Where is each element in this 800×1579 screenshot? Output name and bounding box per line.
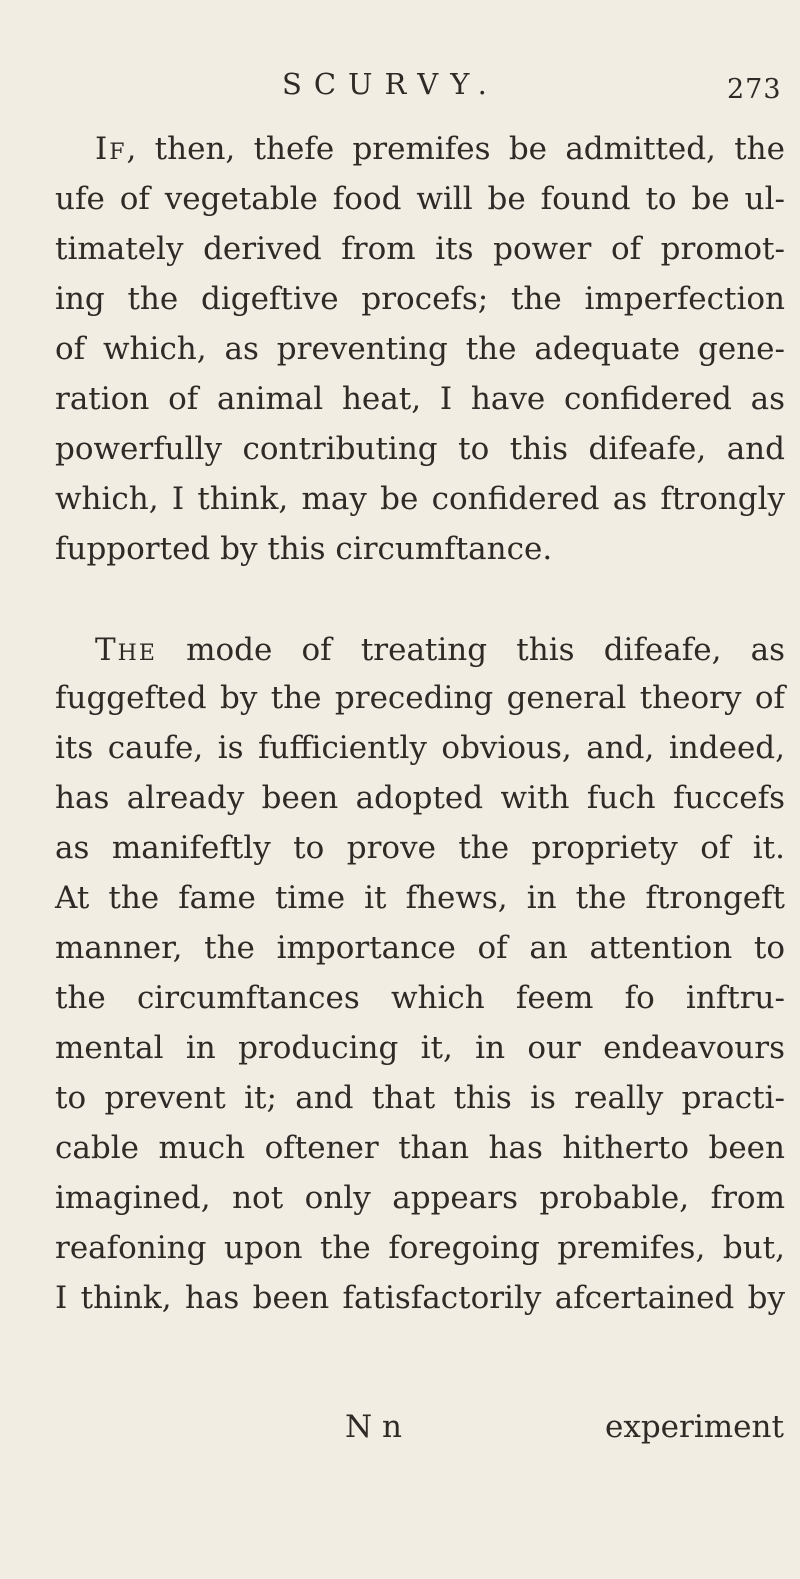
text-line: ufe of vegetable food will be found to be ul- <box>55 181 785 217</box>
text-line: the circumftances which feem fo inftru- <box>55 980 785 1016</box>
text-line: to prevent it; and that this is really practi- <box>55 1080 785 1116</box>
paragraph-1-first-word: If <box>95 131 127 167</box>
text-line: imagined, not only appears probable, from <box>55 1180 785 1216</box>
text-line: ing the digeftive procefs; the imperfection <box>55 281 785 317</box>
paragraph-1-line-1 <box>95 131 785 167</box>
paragraph-2-first-word: The <box>95 632 157 668</box>
running-title: SCURVY. <box>282 67 499 101</box>
text-line: its caufe, is fufficiently obvious, and, indeed, <box>55 730 785 766</box>
text-line: of which, as preventing the adequate gene- <box>55 331 785 367</box>
text-line: cable much oftener than has hitherto been <box>55 1130 785 1166</box>
text-line: mental in producing it, in our endeavours <box>55 1030 785 1066</box>
signature-mark: N n <box>345 1409 402 1445</box>
text-line: fuggefted by the preceding general theory of <box>55 680 785 716</box>
text-line: as manifeftly to prove the propriety of it. <box>55 830 785 866</box>
catchword: experiment <box>605 1409 784 1445</box>
text-line: At the fame time it fhews, in the ftrongeft <box>55 880 785 916</box>
text-line: ration of animal heat, I have confidered as <box>55 381 785 417</box>
text-line: fupported by this circumftance. <box>55 531 553 567</box>
text-line: timately derived from its power of promot- <box>55 231 785 267</box>
paragraph-2-first-line-rest: mode of treating this difeafe, as <box>156 632 785 668</box>
text-line: reafoning upon the foregoing premifes, but, <box>55 1230 785 1266</box>
text-line: I think, has been fatisfactorily afcertained by <box>55 1280 785 1316</box>
text-line: which, I think, may be confidered as ftrongly <box>55 481 785 517</box>
text-line: has already been adopted with fuch fuccefs <box>55 780 785 816</box>
page-number: 273 <box>727 74 782 105</box>
text-line: manner, the importance of an attention to <box>55 930 785 966</box>
paragraph-1-first-line-rest: , then, thefe premifes be admitted, the <box>126 131 785 167</box>
paragraph-2-line-1 <box>95 632 785 668</box>
text-line: powerfully contributing to this difeafe, and <box>55 431 785 467</box>
